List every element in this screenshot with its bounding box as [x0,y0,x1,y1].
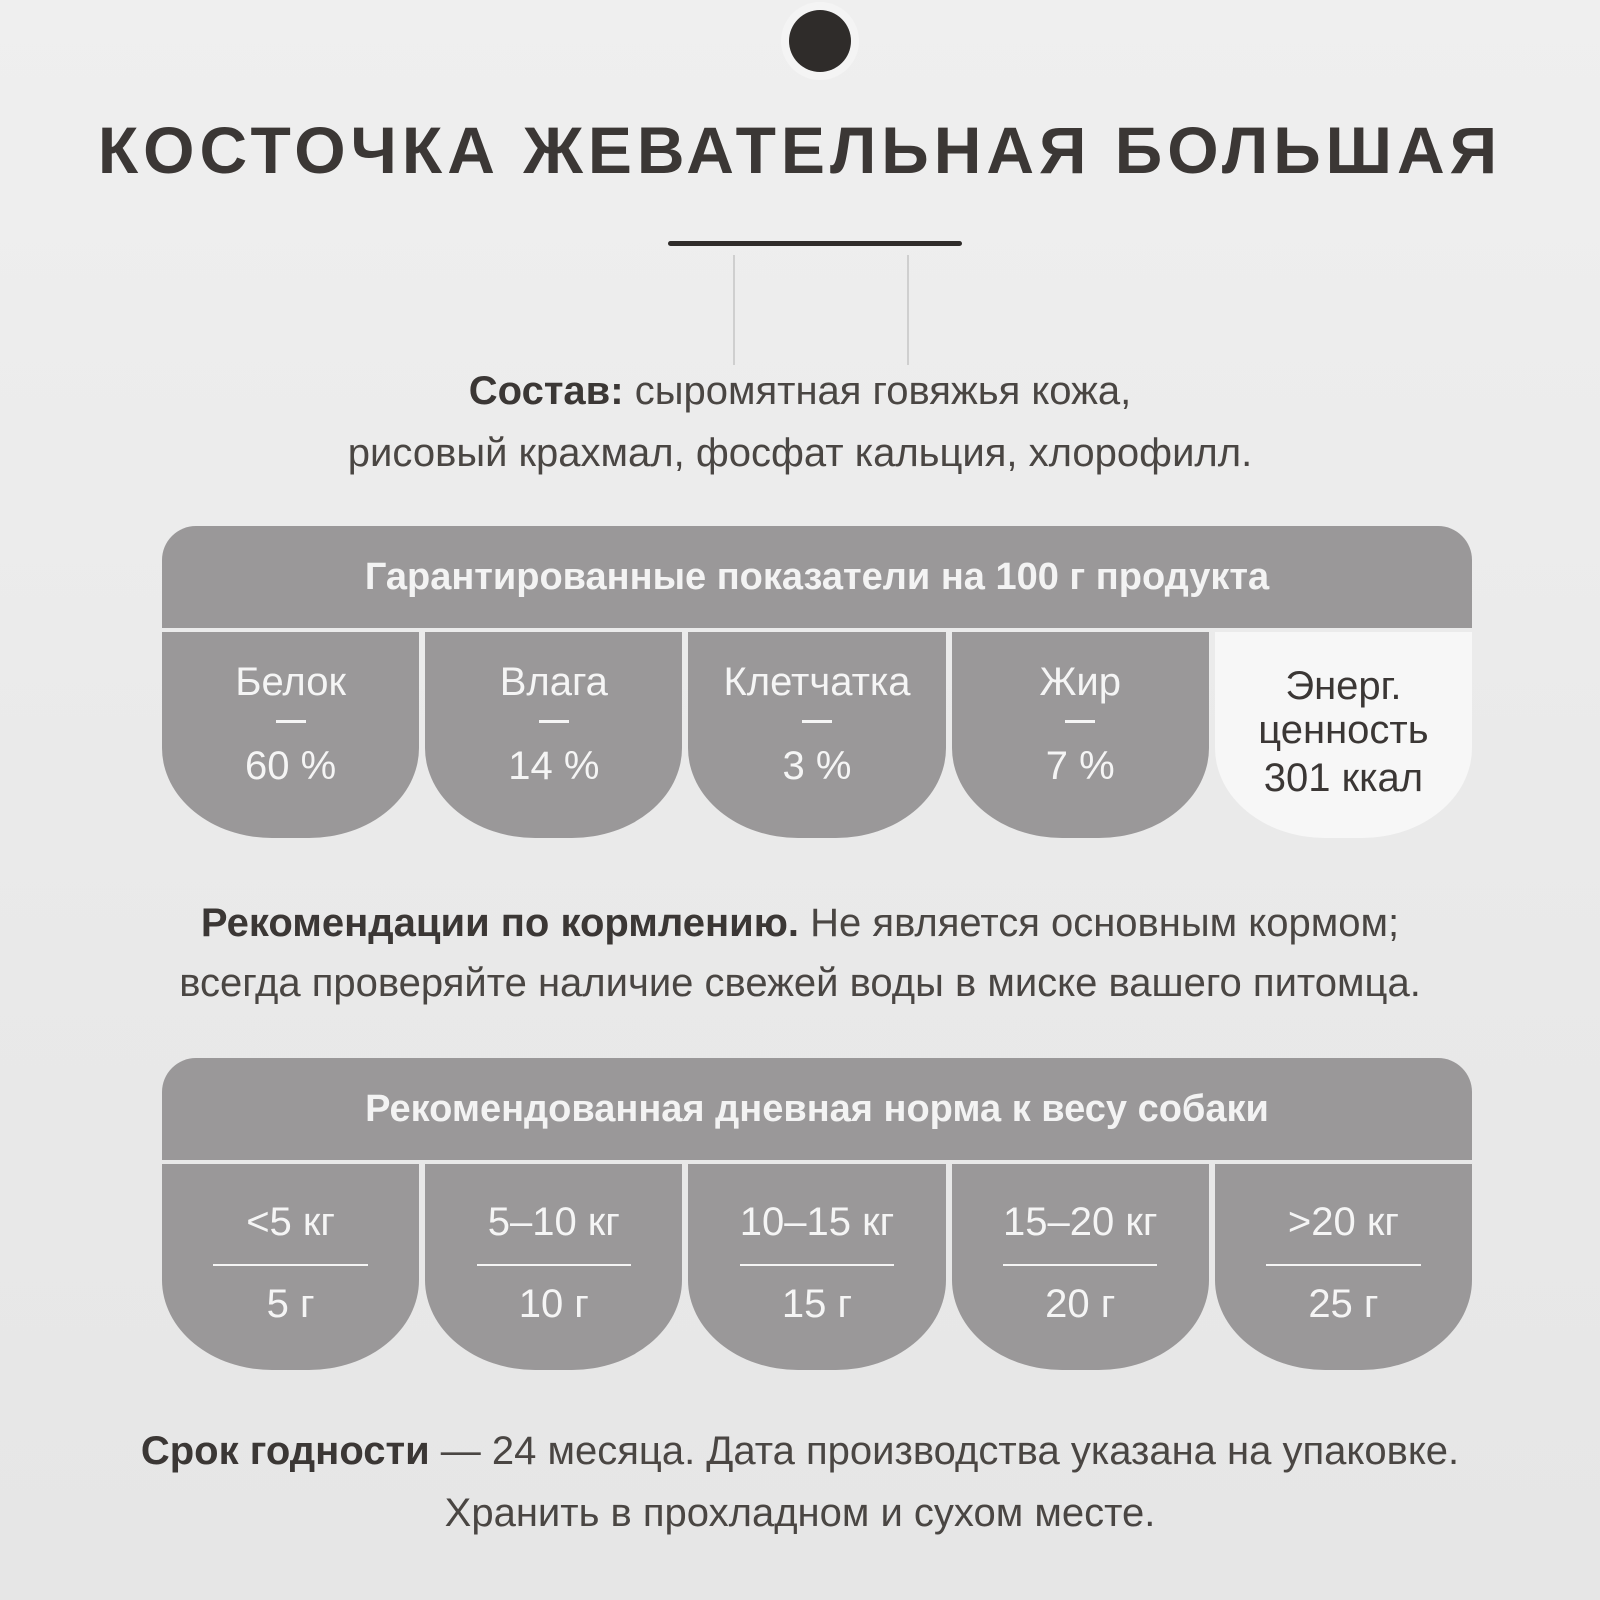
daily-cell [162,1164,419,1370]
nutrient-value: 14 % [508,744,600,788]
amount-value: 10 г [518,1282,589,1326]
amount-value: 25 г [1308,1282,1379,1326]
composition-text1: сыромятная говяжья кожа, [634,369,1132,413]
weight-label: 5–10 кг [487,1200,620,1244]
composition-line1 [0,362,1600,420]
amount-value: 15 г [781,1282,853,1326]
nutrient-label: Жир [1039,660,1121,704]
nutrient-value: 7 % [1045,744,1115,788]
weight-label: <5 кг [246,1200,335,1244]
daily-norm-header: Рекомендованная дневная норма к весу собаки [162,1058,1472,1160]
energy-label-line1: Энерг. [1285,664,1402,708]
daily-cell [952,1164,1209,1370]
energy-label-line2: ценность [1258,708,1429,752]
daily-cell [688,1164,945,1370]
fold-line [907,255,909,365]
amount-value: 20 г [1045,1282,1116,1326]
energy-value: 301 ккал [1263,756,1424,800]
weight-label: 15–20 кг [1002,1200,1158,1244]
weight-label: >20 кг [1287,1200,1399,1244]
guaranteed-header: Гарантированные показатели на 100 г продукта [162,526,1472,628]
nutrient-label: Влага [499,660,608,704]
nutrient-value: 3 % [782,744,852,788]
feeding-line2: всегда проверяйте наличие свежей воды в миске вашего питомца. [179,961,1421,1005]
nutrient-label: Клетчатка [723,660,911,704]
cell-rule [1266,1264,1420,1266]
composition-label: Состав: [468,369,624,413]
daily-norm-cells [162,1164,1472,1370]
feeding-label: Рекомендации по кормлению. [200,901,800,945]
nutrient-dash [539,720,569,723]
amount-value: 5 г [266,1282,315,1326]
hang-hole [789,10,851,72]
daily-cell [1215,1164,1472,1370]
daily-cell [425,1164,682,1370]
title-divider [668,241,962,246]
daily-norm-panel [162,1058,1472,1370]
feeding-text1: Не является основным кормом; [810,901,1400,945]
shelf-life-text1: — 24 месяца. Дата производства указана на упаковке. [440,1429,1460,1473]
fold-line [733,255,735,365]
shelf-life-line2: Хранить в прохладном и сухом месте. [444,1491,1156,1535]
cell-rule [477,1264,631,1266]
cell-rule [740,1264,894,1266]
nutrient-value: 60 % [245,744,337,788]
shelf-life-line1 [0,1422,1600,1480]
cell-rule [1003,1264,1157,1266]
guaranteed-panel [162,526,1472,838]
nutrient-dash [1065,720,1095,723]
energy-cell [1215,632,1472,838]
nutrient-cell-protein [162,632,419,838]
nutrient-cell-fat [952,632,1209,838]
nutrient-cell-fiber [688,632,945,838]
nutrient-dash [276,720,306,723]
nutrient-label: Белок [235,660,346,704]
nutrient-cell-moisture [425,632,682,838]
cell-rule [213,1264,367,1266]
product-title: КОСТОЧКА ЖЕВАТЕЛЬНАЯ БОЛЬШАЯ [97,113,1503,187]
nutrient-dash [802,720,832,723]
shelf-life-label: Срок годности [140,1429,430,1473]
guaranteed-cells [162,632,1472,838]
feeding-line1 [0,894,1600,952]
weight-label: 10–15 кг [739,1200,895,1244]
composition-line2: рисовый крахмал, фосфат кальция, хлорофилл. [347,431,1253,475]
energy-label [1215,664,1472,752]
